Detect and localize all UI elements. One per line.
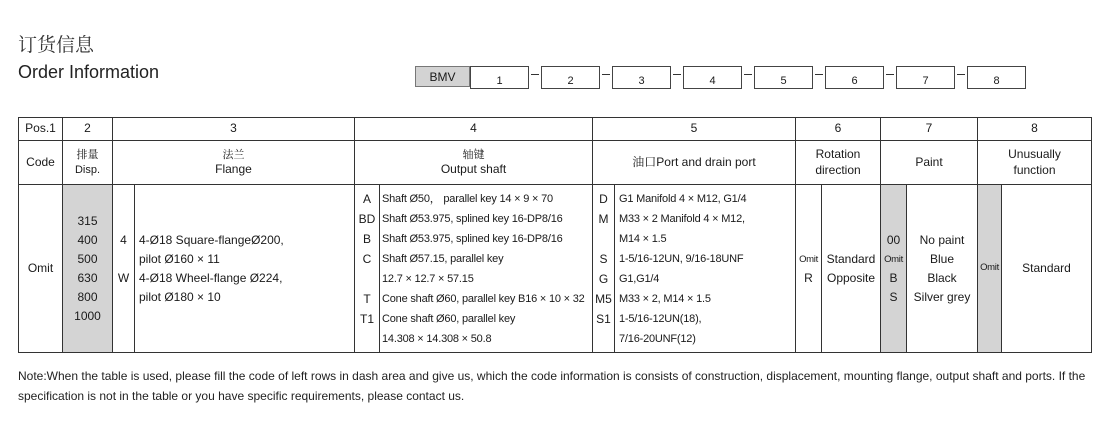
cell-shaft-codes bbox=[355, 185, 380, 353]
cell-pos-4: 4 bbox=[355, 118, 593, 141]
cell-displacement-values bbox=[63, 185, 113, 353]
port-code: S1 bbox=[596, 311, 611, 326]
port-code-spacer bbox=[593, 229, 614, 249]
code-box-5[interactable]: 5 bbox=[754, 66, 813, 89]
paint-code: B bbox=[889, 270, 898, 285]
cell-rotation-codes bbox=[796, 185, 822, 353]
port-code: S bbox=[599, 251, 608, 266]
code-prefix: BMV bbox=[415, 66, 470, 87]
cell-flange-codes bbox=[113, 185, 135, 353]
code-box-2[interactable]: 2 bbox=[541, 66, 600, 89]
shaft-code: A bbox=[362, 191, 371, 206]
rotation-desc: Opposite bbox=[826, 270, 876, 285]
port-code: D bbox=[599, 191, 608, 206]
cell-paint-header: Paint bbox=[881, 141, 978, 185]
code-box-8[interactable]: 8 bbox=[967, 66, 1026, 89]
shaft-code: C bbox=[362, 251, 372, 266]
table-row-omit bbox=[19, 185, 1092, 353]
port-code: M5 bbox=[595, 291, 612, 306]
flange-code: 4 bbox=[120, 232, 127, 247]
port-desc: G1 Manifold 4 × M12, G1/4 bbox=[619, 192, 747, 205]
shaft-code: BD bbox=[358, 211, 376, 226]
port-code: M bbox=[598, 211, 609, 226]
cell-pos-label: Pos.1 bbox=[19, 118, 63, 141]
paint-desc: Silver grey bbox=[913, 289, 971, 304]
rotation-desc: Standard bbox=[826, 251, 876, 266]
flange-code-spacer bbox=[113, 288, 134, 307]
code-box-6[interactable]: 6 bbox=[825, 66, 884, 89]
note-text: Note:When the table is used, please fill the code of left rows in dash area and give us, which the code information is consists of construction, displacement, mounting flange, output shaft and ports. If the specification is not in the table or you have specific requirements, please contact us. bbox=[18, 369, 1086, 403]
order-table bbox=[18, 117, 1092, 353]
flange-desc: pilot Ø160 × 11 bbox=[139, 251, 220, 266]
displacement-value: 800 bbox=[77, 289, 98, 304]
cell-pos-3: 3 bbox=[113, 118, 355, 141]
paint-code: S bbox=[889, 289, 898, 304]
order-code-strip bbox=[415, 66, 1026, 89]
port-desc: 7/16-20UNF(12) bbox=[619, 332, 696, 345]
cell-paint-codes bbox=[881, 185, 907, 353]
rotation-code: Omit bbox=[799, 253, 818, 265]
port-desc: 1-5/16-12UN, 9/16-18UNF bbox=[619, 252, 744, 265]
cell-function-header: Unusually function bbox=[978, 141, 1092, 185]
paint-desc: Blue bbox=[929, 251, 955, 266]
table-row-code bbox=[19, 141, 1092, 185]
shaft-desc: 14.308 × 14.308 × 50.8 bbox=[382, 332, 492, 345]
displacement-value: 315 bbox=[77, 213, 98, 228]
cell-rotation-header: Rotation direction bbox=[796, 141, 881, 185]
displacement-value: 630 bbox=[77, 270, 98, 285]
paint-desc: Black bbox=[927, 270, 957, 285]
shaft-desc: 12.7 × 12.7 × 57.15 bbox=[382, 272, 474, 285]
code-dash bbox=[742, 66, 754, 89]
shaft-desc: Shaft Ø53.975, splined key 16-DP8/16 bbox=[382, 212, 563, 225]
code-dash bbox=[955, 66, 967, 89]
cell-flange-descriptions bbox=[135, 185, 355, 353]
code-box-1[interactable]: 1 bbox=[470, 66, 529, 89]
flange-code: W bbox=[117, 270, 130, 285]
cell-port-header: 油口Port and drain port bbox=[593, 141, 796, 185]
code-dash bbox=[671, 66, 683, 89]
code-box-4[interactable]: 4 bbox=[683, 66, 742, 89]
table-row-position bbox=[19, 118, 1092, 141]
flange-code-spacer bbox=[113, 250, 134, 269]
shaft-desc: Shaft Ø53.975, splined key 16-DP8/16 bbox=[382, 232, 563, 245]
paint-code: 00 bbox=[886, 232, 901, 247]
port-code-spacer bbox=[593, 329, 614, 349]
page-title: Order Information bbox=[18, 62, 160, 82]
code-box-3[interactable]: 3 bbox=[612, 66, 671, 89]
shaft-code-spacer bbox=[355, 269, 379, 289]
flange-desc: 4-Ø18 Wheel-flange Ø224, bbox=[139, 270, 283, 285]
flange-desc: pilot Ø180 × 10 bbox=[139, 289, 221, 304]
port-desc: G1,G1/4 bbox=[619, 272, 660, 285]
code-dash bbox=[813, 66, 825, 89]
shaft-code: T1 bbox=[359, 311, 374, 326]
paint-desc: No paint bbox=[919, 232, 965, 247]
cell-shaft-descriptions bbox=[380, 185, 593, 353]
flange-header-en: Flange bbox=[215, 161, 252, 176]
cell-rotation-descriptions bbox=[822, 185, 881, 353]
displacement-header-cn: 排量 bbox=[76, 148, 99, 162]
shaft-desc: Shaft Ø50， parallel key 14 × 9 × 70 bbox=[382, 192, 553, 205]
shaft-header-cn: 轴键 bbox=[462, 147, 485, 161]
code-dash bbox=[529, 66, 541, 89]
shaft-code-spacer bbox=[355, 329, 379, 349]
cell-paint-descriptions bbox=[907, 185, 978, 353]
port-desc: 1-5/16-12UN(18), bbox=[619, 312, 702, 325]
cell-omit-label: Omit bbox=[19, 185, 63, 353]
shaft-desc: Cone shaft Ø60, parallel key B16 × 10 × 32 bbox=[382, 292, 585, 305]
cell-displacement-header bbox=[63, 141, 113, 185]
cell-port-codes bbox=[593, 185, 615, 353]
code-dash bbox=[600, 66, 612, 89]
displacement-header-en: Disp. bbox=[74, 163, 101, 176]
shaft-code: T bbox=[363, 291, 371, 306]
displacement-value: 500 bbox=[77, 251, 98, 266]
port-desc: M33 × 2, M14 × 1.5 bbox=[619, 292, 711, 305]
cell-pos-2: 2 bbox=[63, 118, 113, 141]
shaft-desc: Shaft Ø57.15, parallel key bbox=[382, 252, 504, 265]
flange-desc: 4-Ø18 Square-flangeØ200, bbox=[139, 232, 284, 247]
code-dash bbox=[884, 66, 896, 89]
cell-pos-8: 8 bbox=[978, 118, 1092, 141]
shaft-header-en: Output shaft bbox=[440, 161, 507, 176]
port-code: G bbox=[598, 271, 609, 286]
flange-header-cn: 法兰 bbox=[222, 147, 245, 161]
code-box-7[interactable]: 7 bbox=[896, 66, 955, 89]
displacement-value: 1000 bbox=[74, 308, 101, 323]
paint-code: Omit bbox=[884, 253, 903, 265]
port-desc: M14 × 1.5 bbox=[619, 232, 667, 245]
cell-pos-6: 6 bbox=[796, 118, 881, 141]
cell-shaft-header bbox=[355, 141, 593, 185]
port-desc: M33 × 2 Manifold 4 × M12, bbox=[619, 212, 745, 225]
shaft-code: B bbox=[362, 231, 371, 246]
cell-code-label: Code bbox=[19, 141, 63, 185]
displacement-value: 400 bbox=[77, 232, 98, 247]
cell-flange-header bbox=[113, 141, 355, 185]
cell-function-description: Standard bbox=[1002, 185, 1092, 353]
rotation-code: R bbox=[804, 270, 813, 285]
cell-port-descriptions bbox=[615, 185, 796, 353]
cell-pos-5: 5 bbox=[593, 118, 796, 141]
page-title-chinese: 订货信息 bbox=[18, 34, 95, 56]
cell-function-code: Omit bbox=[978, 185, 1002, 353]
shaft-desc: Cone shaft Ø60, parallel key bbox=[382, 312, 516, 325]
cell-pos-7: 7 bbox=[881, 118, 978, 141]
